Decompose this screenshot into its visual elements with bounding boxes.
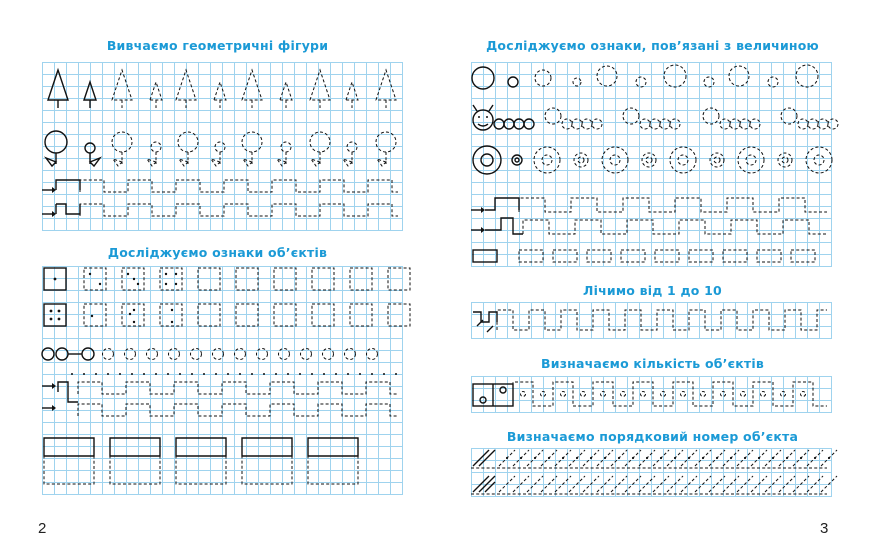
caterpillar-head-trace <box>545 108 561 124</box>
dot-row-mark <box>287 373 289 375</box>
chain-circle-trace <box>103 349 114 360</box>
diagonal-dot <box>520 457 522 459</box>
dot-row-mark <box>167 373 169 375</box>
diagonal-dot <box>758 457 760 459</box>
diagonal-dot <box>562 457 564 459</box>
letter-box-top <box>308 438 358 456</box>
diagonal-dot <box>534 457 536 459</box>
triangle-tree-trace <box>280 82 292 108</box>
diagonal-trace <box>695 476 711 492</box>
circle-flower-trace <box>151 142 161 152</box>
page-number: 2 <box>38 520 47 537</box>
diagonal-trace <box>583 476 599 492</box>
ring-trace-inner <box>646 157 652 163</box>
chain-circle-trace <box>257 349 268 360</box>
square-sample <box>44 304 66 326</box>
letter-box-top <box>242 438 292 456</box>
dot-row-mark <box>191 373 193 375</box>
circle-flower-trace <box>215 142 225 152</box>
meander-trace <box>78 404 398 416</box>
worksheet-grid-size-features <box>471 62 832 267</box>
section-title-geometric-shapes: Вивчаємо геометричні фігури <box>106 38 329 53</box>
circle-size-trace <box>664 65 686 87</box>
caterpillar-segment <box>514 119 524 129</box>
letter-box-trace <box>44 438 94 484</box>
caterpillar-segment-trace <box>660 119 670 129</box>
quantity-circle-trace <box>581 392 586 397</box>
ring-trace-outer <box>806 147 832 173</box>
quantity-circle <box>480 397 486 403</box>
right-page <box>435 0 870 553</box>
chain-circle <box>82 348 94 360</box>
dot-row-mark <box>335 373 337 375</box>
circle-size-trace <box>636 77 646 87</box>
quantity-circle-trace <box>641 392 646 397</box>
worksheet-grid-geometric-shapes <box>42 62 403 231</box>
caterpillar-segment-trace <box>808 119 818 129</box>
dot-row-mark <box>263 373 265 375</box>
meander-trace <box>80 204 398 216</box>
quantity-circle-trace <box>621 392 626 397</box>
diagonal-dot <box>604 457 606 459</box>
diagonal-dot <box>828 457 830 459</box>
bar-trace <box>621 250 645 262</box>
dot-row-mark <box>395 373 397 375</box>
diagonal-trace <box>821 476 837 492</box>
triangle-tree-shape <box>48 70 68 108</box>
meander-start-solid <box>56 180 80 190</box>
square-trace <box>198 268 220 290</box>
meander-trace <box>80 180 398 192</box>
square-trace-dot <box>89 273 91 275</box>
letter-box-trace <box>308 438 358 484</box>
diagonal-trace <box>807 476 823 492</box>
bar-trace <box>689 250 713 262</box>
caterpillar-face <box>473 105 493 126</box>
tracing-exercise-size <box>471 62 831 266</box>
circle-flower-trace-stem <box>243 152 252 166</box>
bar-trace <box>723 250 747 262</box>
dot-row-mark <box>239 373 241 375</box>
big-circle <box>472 67 494 89</box>
square-trace-dot <box>175 273 177 275</box>
chain-circle-trace <box>301 349 312 360</box>
quantity-circle <box>500 387 506 393</box>
square-trace-dot <box>91 315 93 317</box>
square-trace <box>198 304 220 326</box>
square-dot <box>54 278 57 281</box>
diagonal-trace <box>611 476 627 492</box>
circle-flower-trace <box>376 132 396 152</box>
letter-box-top <box>44 438 94 456</box>
diagonal-dot <box>632 457 634 459</box>
ring-trace-inner <box>714 157 720 163</box>
ring-trace-outer <box>642 153 656 167</box>
meander-trace <box>519 198 827 212</box>
ring-outer <box>473 146 501 174</box>
dot-row-mark <box>227 373 229 375</box>
letter-box-trace <box>242 438 292 484</box>
square-trace-dot <box>133 309 135 311</box>
diagonal-trace <box>793 476 809 492</box>
diagonal-sample <box>473 476 495 492</box>
chain-circle-trace <box>367 349 378 360</box>
diagonal-trace <box>625 476 641 492</box>
diagonal-dot <box>744 457 746 459</box>
square-trace-dot <box>171 309 173 311</box>
chain-circle-trace <box>279 349 290 360</box>
dot-row-mark <box>323 373 325 375</box>
triangle-tree-trace <box>176 70 196 108</box>
circle-flower-trace-stem <box>113 152 122 166</box>
square-trace-dot <box>171 321 173 323</box>
caterpillar-segment <box>504 119 514 129</box>
diagonal-dot <box>548 457 550 459</box>
bar-sample <box>473 250 497 262</box>
square-dot <box>50 318 53 321</box>
triangle-tree-trace <box>150 82 162 108</box>
diagonal-dot <box>730 457 732 459</box>
meander-start-solid <box>485 218 523 234</box>
dot-row-mark <box>359 373 361 375</box>
ring-trace-outer <box>670 147 696 173</box>
square-trace-dot <box>175 283 177 285</box>
bar-trace <box>553 250 577 262</box>
chain-circle-trace <box>235 349 246 360</box>
triangle-tree-trace <box>346 82 358 108</box>
square-trace-dot <box>127 273 129 275</box>
quantity-circle-trace <box>741 392 746 397</box>
caterpillar-segment-trace <box>670 119 680 129</box>
triangle-tree-trace <box>376 70 396 108</box>
ring-trace-inner <box>746 155 756 165</box>
square-trace <box>312 268 334 290</box>
dot-row-mark <box>179 373 181 375</box>
diagonal-trace <box>639 476 655 492</box>
dot-row-mark <box>215 373 217 375</box>
caterpillar-segment-trace <box>828 119 838 129</box>
guide-arrow-head <box>52 383 56 389</box>
quantity-circle-trace <box>541 392 546 397</box>
ring-trace-outer <box>534 147 560 173</box>
dot-row-mark <box>311 373 313 375</box>
square-trace <box>160 268 182 290</box>
square-trace-dot <box>165 273 167 275</box>
diagonal-trace <box>653 476 669 492</box>
triangle-tree-trace <box>310 70 330 108</box>
circle-flower-small-shape <box>85 143 95 153</box>
bar-trace <box>587 250 611 262</box>
caterpillar-segment-trace <box>798 119 808 129</box>
dot-row-mark <box>119 373 121 375</box>
chain-circle <box>42 348 54 360</box>
square-dot <box>50 310 53 313</box>
section-title-ordinal-number: Визначаємо порядковий номер об’єкта <box>506 429 799 444</box>
guide-arrow-head <box>481 227 485 233</box>
quantity-circle-trace <box>681 392 686 397</box>
circle-flower-trace-stem <box>147 152 156 166</box>
square-dot <box>58 318 61 321</box>
section-title-object-features: Досліджуємо ознаки об’єктів <box>107 245 328 260</box>
quantity-circle-trace <box>801 392 806 397</box>
dot-row-mark <box>347 373 349 375</box>
quantity-circle-trace <box>521 392 526 397</box>
bar-trace <box>757 250 781 262</box>
letter-box-trace <box>176 438 226 484</box>
meander-start-solid <box>58 382 78 402</box>
circle-size-trace <box>729 66 749 86</box>
ring-trace-inner <box>814 155 824 165</box>
caterpillar-segment-trace <box>750 119 760 129</box>
circle-flower-trace-stem <box>277 152 286 166</box>
circle-size-trace <box>597 66 617 86</box>
circle-size-trace <box>573 78 581 86</box>
triangle-tree-trace <box>214 82 226 108</box>
dot-row-mark <box>71 373 73 375</box>
letter-box-trace <box>110 438 160 484</box>
caterpillar-segment-trace <box>582 119 592 129</box>
diagonal-trace <box>751 476 767 492</box>
letter-box-top <box>110 438 160 456</box>
worksheet-grid-ordinal-number <box>471 448 832 497</box>
diagonal-trace <box>569 476 585 492</box>
square-trace <box>350 304 372 326</box>
chain-circle-trace <box>125 349 136 360</box>
square-trace-dot <box>99 283 101 285</box>
quantity-circle-trace <box>561 392 566 397</box>
diagonal-trace <box>541 476 557 492</box>
meander-trace <box>78 382 398 394</box>
caterpillar-segment-trace <box>592 119 602 129</box>
diagonal-sample <box>473 450 495 466</box>
chain-circle <box>56 348 68 360</box>
square-trace <box>388 268 410 290</box>
caterpillar-segment-trace <box>562 119 572 129</box>
circle-flower-trace-stem <box>211 152 220 166</box>
square-trace <box>350 268 372 290</box>
diagonal-trace <box>779 476 795 492</box>
ring-trace-inner <box>578 157 584 163</box>
guide-arrow-head <box>52 405 56 411</box>
diagonal-dot <box>716 457 718 459</box>
square-trace <box>388 304 410 326</box>
dot-row-mark <box>155 373 157 375</box>
diagonal-trace <box>555 476 571 492</box>
ring-inner <box>481 154 493 166</box>
diagonal-dot <box>800 457 802 459</box>
dot-row-mark <box>143 373 145 375</box>
square-trace-dot <box>137 283 139 285</box>
diagonal-trace <box>737 476 753 492</box>
square-trace <box>160 304 182 326</box>
square-trace <box>84 304 106 326</box>
circle-size-trace <box>704 77 714 87</box>
triangle-tree-trace <box>242 70 262 108</box>
caterpillar-segment-trace <box>640 119 650 129</box>
diagonal-dot <box>814 457 816 459</box>
ring-trace-inner <box>542 155 552 165</box>
caterpillar-segment-trace <box>720 119 730 129</box>
caterpillar-head-trace <box>703 108 719 124</box>
circle-size-trace <box>535 70 551 86</box>
letter-box-top <box>176 438 226 456</box>
square-trace-dot <box>133 321 135 323</box>
worksheet-grid-quantity <box>471 376 832 413</box>
meander-trace <box>523 220 827 234</box>
circle-flower-small-stem <box>90 153 100 166</box>
square-trace <box>274 268 296 290</box>
quantity-circle-trace <box>601 392 606 397</box>
caterpillar-head <box>473 110 493 130</box>
ring-trace-outer <box>602 147 628 173</box>
ring-trace-inner <box>610 155 620 165</box>
meander-start-solid <box>485 198 519 210</box>
zigzag-start-solid <box>473 312 497 322</box>
diagonal-dot <box>618 457 620 459</box>
square-dot <box>58 310 61 313</box>
dot-row-mark <box>83 373 85 375</box>
diagonal-trace <box>709 476 725 492</box>
section-title-size-features: Досліджуємо ознаки, пов’язані з величиною <box>486 38 819 53</box>
diagonal-dot <box>702 457 704 459</box>
triangle-tree-small-shape <box>84 82 96 108</box>
ring-trace-outer <box>738 147 764 173</box>
diagonal-dot <box>590 457 592 459</box>
section-title-counting: Лічимо від 1 до 10 <box>583 283 722 298</box>
circle-flower-stem <box>46 153 56 166</box>
caterpillar-head-trace <box>623 108 639 124</box>
quantity-circle-trace <box>701 392 706 397</box>
diagonal-trace <box>527 476 543 492</box>
circle-flower-trace-stem <box>311 152 320 166</box>
ring-trace-inner <box>782 157 788 163</box>
ring-trace-outer <box>710 153 724 167</box>
square-trace <box>122 304 144 326</box>
chain-circle-trace <box>147 349 158 360</box>
diagonal-trace <box>499 476 515 492</box>
tracing-exercise-ordinal <box>471 448 831 496</box>
circle-size-trace <box>796 65 818 87</box>
caterpillar-segment-trace <box>572 119 582 129</box>
circle-flower-trace <box>242 132 262 152</box>
meander-start-solid <box>56 204 80 214</box>
worksheet-grid-counting <box>471 302 832 339</box>
diagonal-dot <box>660 457 662 459</box>
zigzag-trace <box>497 310 827 330</box>
bar-trace <box>655 250 679 262</box>
square-trace <box>236 268 258 290</box>
dot-row-mark <box>95 373 97 375</box>
bar-trace <box>519 250 543 262</box>
ring-small-inner <box>515 158 519 162</box>
ring-trace-outer <box>778 153 792 167</box>
caterpillar-segment-trace <box>740 119 750 129</box>
ring-trace-outer <box>574 153 588 167</box>
circle-flower-trace-stem <box>179 152 188 166</box>
diagonal-trace <box>681 476 697 492</box>
chain-circle-trace <box>345 349 356 360</box>
worksheet-grid-object-features <box>42 266 403 495</box>
page-number: 3 <box>820 520 829 537</box>
circle-size-trace <box>768 77 778 87</box>
tracing-exercise-counting <box>471 302 831 338</box>
square-trace <box>312 304 334 326</box>
diagonal-trace <box>723 476 739 492</box>
chain-circle-trace <box>323 349 334 360</box>
square-trace <box>84 268 106 290</box>
square-trace-dot <box>165 283 167 285</box>
diagonal-dot <box>506 457 508 459</box>
diagonal-dot <box>674 457 676 459</box>
square-trace-dot <box>129 313 131 315</box>
diagonal-trace <box>597 476 613 492</box>
tracing-exercise-features <box>42 266 402 494</box>
square-trace-dot <box>133 278 135 280</box>
caterpillar-segment-trace <box>730 119 740 129</box>
circle-flower-trace-stem <box>343 152 352 166</box>
caterpillar-segment <box>494 119 504 129</box>
diagonal-trace <box>513 476 529 492</box>
dot-row-mark <box>383 373 385 375</box>
square-trace <box>274 304 296 326</box>
diagonal-dot <box>772 457 774 459</box>
ring-small <box>512 155 522 165</box>
circle-flower-trace-stem <box>377 152 386 166</box>
guide-arrow-head <box>481 207 485 213</box>
diagonal-trace <box>765 476 781 492</box>
chain-circle-trace <box>213 349 224 360</box>
circle-flower-trace <box>112 132 132 152</box>
chain-circle-trace <box>191 349 202 360</box>
quantity-circle-trace <box>781 392 786 397</box>
square-trace <box>236 304 258 326</box>
circle-flower-shape <box>45 131 67 153</box>
tracing-exercise-quantity <box>471 376 831 412</box>
caterpillar-head-trace <box>781 108 797 124</box>
quantity-circle-trace <box>661 392 666 397</box>
dot-row-mark <box>299 373 301 375</box>
dot-row-mark <box>371 373 373 375</box>
circle-flower-trace <box>178 132 198 152</box>
diagonal-dot <box>786 457 788 459</box>
ring-trace-inner <box>678 155 688 165</box>
diagonal-trace <box>667 476 683 492</box>
section-title-quantity: Визначаємо кількість об’єктів <box>541 356 764 371</box>
caterpillar-segment-trace <box>818 119 828 129</box>
caterpillar-segment-trace <box>650 119 660 129</box>
circle-flower-trace <box>347 142 357 152</box>
diagonal-dot <box>646 457 648 459</box>
quantity-circle-trace <box>721 392 726 397</box>
tracing-exercise-shapes <box>42 62 402 230</box>
dot-row-mark <box>131 373 133 375</box>
triangle-tree-trace <box>112 70 132 108</box>
diagonal-dot <box>688 457 690 459</box>
circle-flower-trace <box>310 132 330 152</box>
chain-circle-trace <box>169 349 180 360</box>
quantity-circle-trace <box>761 392 766 397</box>
diagonal-dot <box>576 457 578 459</box>
dot-row-mark <box>107 373 109 375</box>
dot-row-mark <box>251 373 253 375</box>
circle-flower-trace <box>281 142 291 152</box>
dot-row-mark <box>203 373 205 375</box>
small-circle <box>508 77 518 87</box>
dot-row-mark <box>275 373 277 375</box>
caterpillar-segment <box>524 119 534 129</box>
bar-trace <box>791 250 815 262</box>
